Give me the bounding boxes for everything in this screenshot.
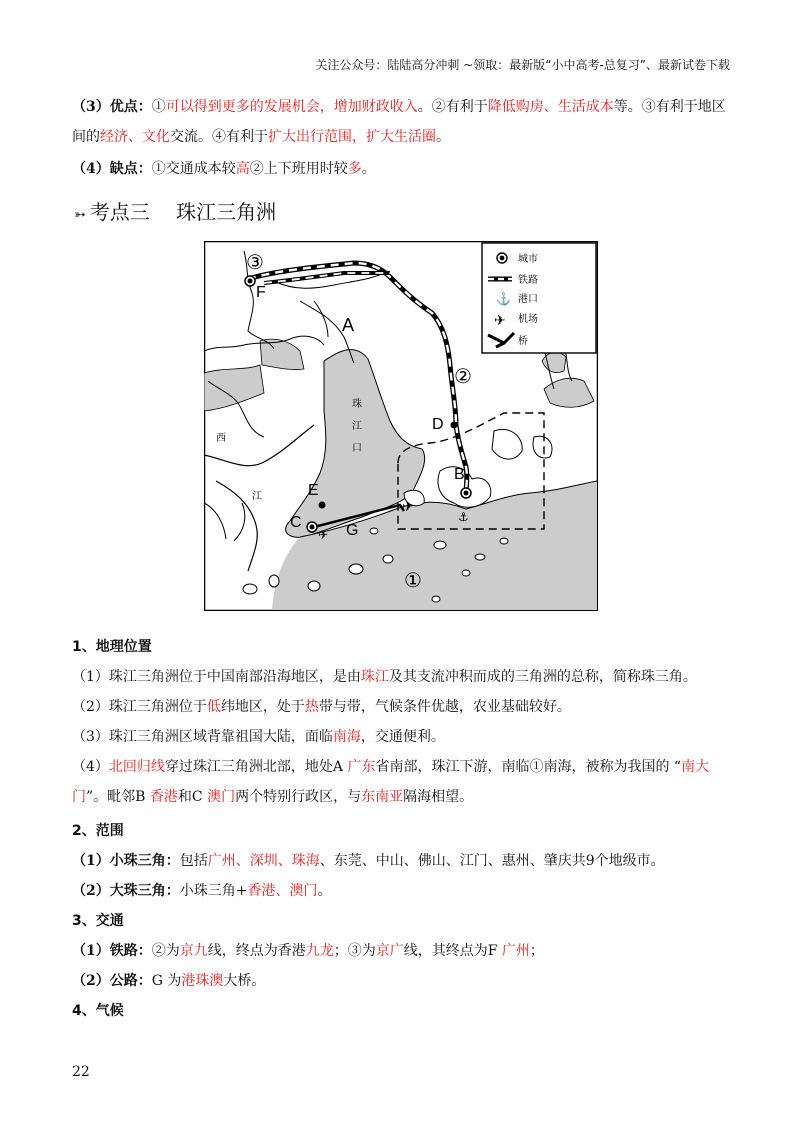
disadvantages-label: （4）缺点： [72,161,152,177]
answer-text: 低 [206,699,221,715]
answer-text: 珠江 [360,669,389,685]
answer-text: 扩大出行范围，扩大生活圈 [268,129,436,145]
island [434,541,446,549]
traffic-rail [72,936,732,966]
section-title [74,196,276,225]
text: 包括 [179,853,208,869]
island [349,564,363,574]
traffic-road [72,966,732,996]
heading-scope: 2、范围 [72,823,124,839]
text: 大桥。 [223,973,266,989]
answer-text: 广州、深圳、珠海 [207,853,320,869]
text: ①交通成本较 [151,161,236,177]
text: 交流。④有利于 [170,129,268,145]
label-zhujiangkou: 口 [352,443,362,454]
text: 和C [177,789,208,805]
heading-geo: 1、地理位置 [72,639,152,655]
label-c: C [290,514,302,531]
geo-line-3 [72,722,732,752]
answer-text: 港珠澳 [181,973,224,989]
island [308,581,320,591]
text: 带与带，气候条件优越，农业基础较好。 [318,699,571,715]
island [475,554,485,560]
label-n3: ③ [246,252,264,274]
disadvantages-paragraph [72,154,732,184]
text: G 为 [151,973,182,989]
answer-text: 澳门 [207,789,236,805]
answer-text: 可以得到更多的发展机会，增加财政收入 [165,99,418,115]
answer-text: 广东 [347,759,376,775]
text: ”。毗邻B [86,789,150,805]
answer-text: 京广 [375,943,404,959]
text: 及其支流冲积而成的三角洲的总称，简称珠三角。 [388,669,697,685]
advantages-label: （3）优点： [72,99,152,115]
text: ；③为 [333,943,376,959]
text: 。②有利于 [417,99,488,115]
legend-port-icon: ⚓ [496,292,511,306]
text: 省南部，珠江下游，南临①南海，被称为我国的 “ [375,759,682,775]
legend-railway-label: 铁路 [518,275,538,286]
page-header: 关注公众号：陆陆高分冲刺 ~领取：最新版“小中高考-总复习”、最新试卷下载 [315,58,730,72]
island [383,555,393,563]
city-e-dot [319,502,326,509]
island [243,584,257,594]
answer-text: 高 [235,161,250,177]
scope-big-label: （2）大珠三角： [72,883,180,899]
heading-traffic: 3、交通 [72,913,124,929]
traffic-road-label: （2）公路： [72,973,152,989]
text: ②为 [151,943,180,959]
text: 隔海相望。 [403,789,474,805]
port-icon: ⚓ [458,510,469,524]
text: 。 [361,161,376,177]
legend-city-label: 城市 [518,254,538,265]
text: （2）珠江三角洲位于 [72,699,207,715]
text: 穿过珠江三角洲北部，地处A [164,759,348,775]
text: （1）珠江三角洲位于中国南部沿海地区，是由 [72,669,361,685]
city-c-dot [310,525,315,530]
text: （3）珠江三角洲区域背靠祖国大陆，面临 [72,729,333,745]
text: 。 [436,129,450,145]
answer-text: 热 [304,699,319,715]
airport-icon: ✈ [402,499,414,515]
airport-icon: ✈ [318,528,329,542]
pearl-river-delta-map [204,241,598,611]
answer-text: 降低购房、生活成本 [487,99,614,115]
arrow-icon: ➳ [74,207,86,223]
answer-text: 北回归线 [108,759,165,775]
island [462,570,470,576]
answer-text: 香港、澳门 [247,883,318,899]
answer-text: 香港 [149,789,178,805]
island [370,528,378,534]
text: 小珠三角+ [179,883,248,899]
answer-text: 多 [347,161,362,177]
label-b: B [454,466,465,483]
text: ① [151,99,166,115]
answer-text: 南大门 [72,759,710,805]
geo-line-4 [72,752,732,812]
scope-small [72,846,732,876]
legend-airport-label: 机场 [518,314,538,325]
label-xijiang: 江 [252,491,262,502]
heading-climate: 4、气候 [72,1003,124,1019]
label-d: D [432,416,444,433]
text: 线，终点为香港 [207,943,306,959]
geo-line-2 [72,692,732,722]
text: （4） [72,759,109,775]
text: ②上下班用时较 [249,161,348,177]
label-n2: ② [454,366,472,388]
section-title-text: 考点三 珠江三角洲 [89,200,277,224]
label-e: E [308,482,319,499]
answer-text: 京九 [179,943,208,959]
text: 。 [317,883,332,899]
label-n1: ① [404,570,422,592]
text: ； [529,943,544,959]
text: 、东莞、中山、佛山、江门、惠州、肇庆共9个地级市。 [319,853,665,869]
legend-port-label: 港口 [518,294,538,305]
label-f: F [256,284,266,301]
label-xijiang: 西 [216,433,226,444]
scope-small-label: （1）小珠三角： [72,853,180,869]
city-b-dot [464,491,469,496]
answer-text: 九龙 [305,943,334,959]
answer-text: 广州 [501,943,530,959]
scope-big [72,876,732,906]
page-number: 22 [72,1064,90,1080]
label-zhujiangkou: 江 [352,421,362,432]
city-f-dot [248,279,253,284]
legend-bridge-label: 桥 [518,336,528,347]
city-d-dot [451,422,458,429]
island [500,538,508,544]
label-a: A [342,315,355,335]
geo-line-1 [72,662,732,692]
answer-text: 南海 [332,729,361,745]
text: 等。③有利于地区间的 [72,99,726,145]
text: 纬地区，处于 [220,699,305,715]
label-zhujiangkou: 珠 [352,399,362,410]
island [269,575,279,587]
text: 两个特别行政区，与 [235,789,362,805]
advantages-paragraph [72,92,732,152]
text: ，交通便利。 [360,729,445,745]
traffic-rail-label: （1）铁路： [72,943,152,959]
text: 线，其终点为F [403,943,502,959]
answer-text: 经济、文化 [100,129,170,145]
legend-airport-icon: ✈ [494,313,506,329]
island [432,596,440,602]
label-g: G [346,522,359,539]
answer-text: 东南亚 [361,789,404,805]
